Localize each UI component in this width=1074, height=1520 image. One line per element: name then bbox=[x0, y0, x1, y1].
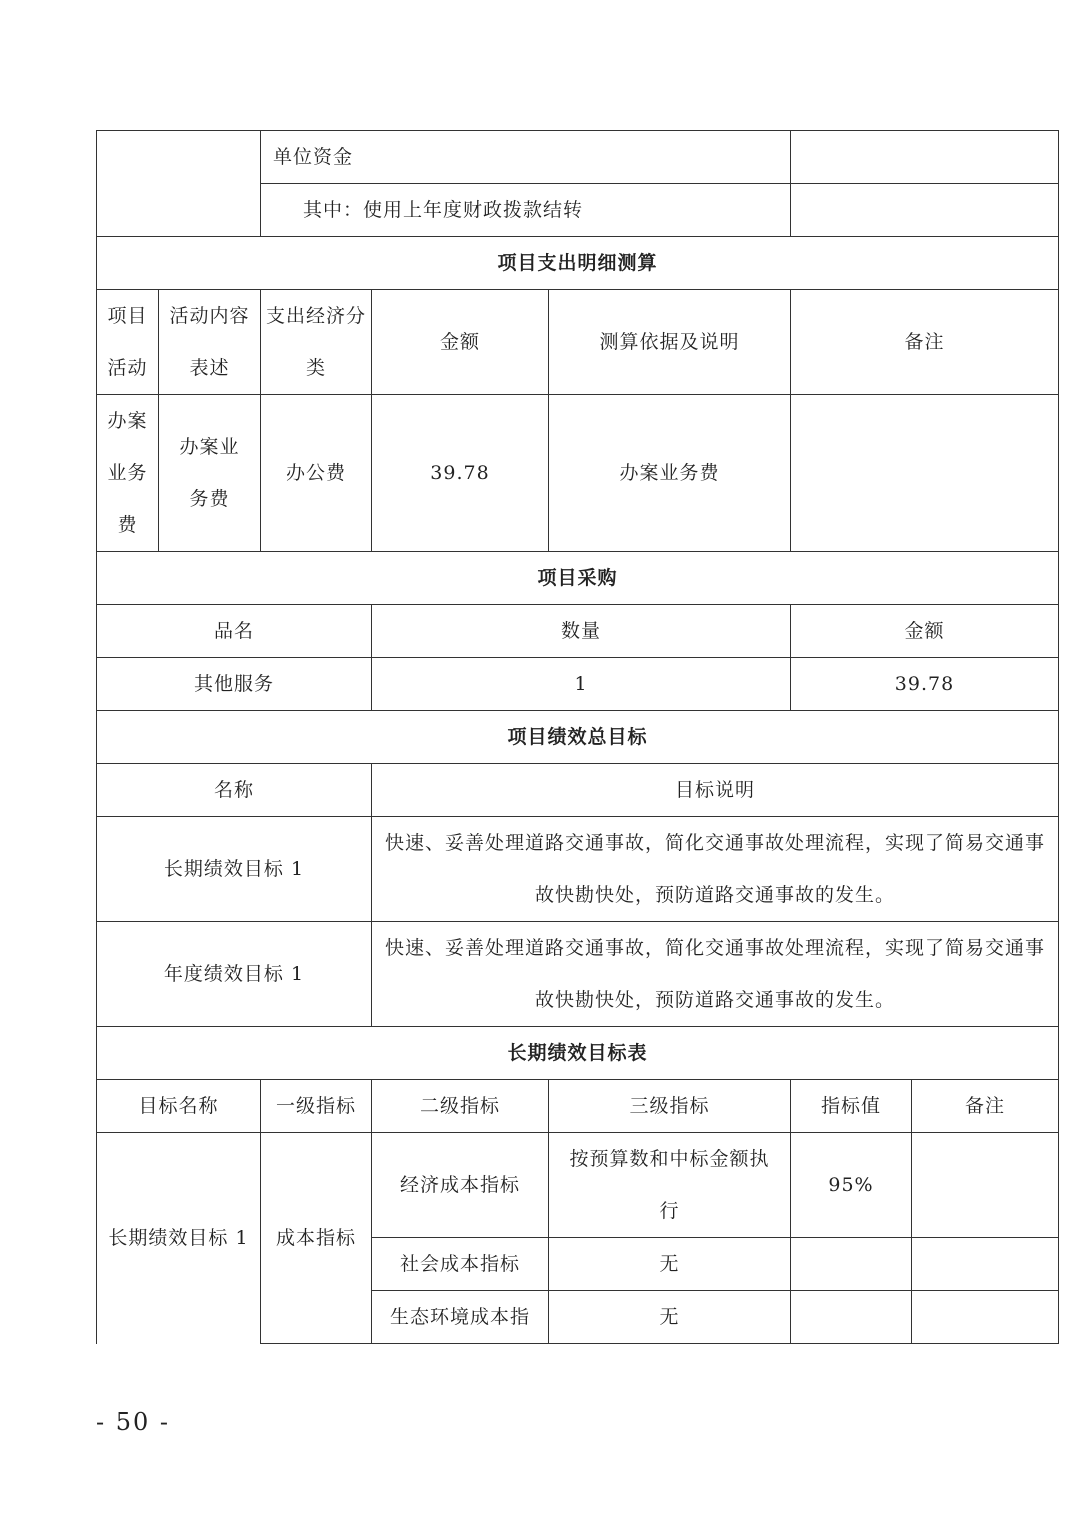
proc-row-name: 其他服务 bbox=[97, 658, 372, 711]
lt-value-1: 95% bbox=[791, 1133, 912, 1238]
lt-value-2 bbox=[791, 1238, 912, 1291]
row-basis: 办案业务费 bbox=[549, 395, 791, 552]
lt-level2-2: 社会成本指标 bbox=[372, 1238, 549, 1291]
carryover-value bbox=[791, 184, 1059, 237]
row-econ-class: 办公费 bbox=[261, 395, 372, 552]
header-econ-class: 支出经济分类 bbox=[261, 290, 372, 395]
lt-header-level1: 一级指标 bbox=[261, 1080, 372, 1133]
lt-level3-1: 按预算数和中标金额执行 bbox=[549, 1133, 791, 1238]
lt-header-value: 指标值 bbox=[791, 1080, 912, 1133]
procurement-title: 项目采购 bbox=[97, 552, 1059, 605]
goal-name-1: 长期绩效目标 1 bbox=[97, 817, 372, 922]
row-activity: 办案业务费 bbox=[97, 395, 159, 552]
lt-header-goal-name: 目标名称 bbox=[97, 1080, 261, 1133]
header-remark: 备注 bbox=[791, 290, 1059, 395]
row-content: 办案业务费 bbox=[159, 395, 261, 552]
blank-cell bbox=[97, 131, 261, 237]
unit-fund-value bbox=[791, 131, 1059, 184]
carryover-label: 其中：使用上年度财政拨款结转 bbox=[261, 184, 791, 237]
lt-goal-name: 长期绩效目标 1 bbox=[97, 1133, 261, 1344]
goal-desc-2: 快速、妥善处理道路交通事故，简化交通事故处理流程，实现了简易交通事故快勘快处，预防道路交通事故的发生。 bbox=[372, 922, 1059, 1027]
lt-value-3 bbox=[791, 1291, 912, 1344]
header-amount: 金额 bbox=[372, 290, 549, 395]
lt-level3-2: 无 bbox=[549, 1238, 791, 1291]
goals-header-name: 名称 bbox=[97, 764, 372, 817]
header-content: 活动内容表述 bbox=[159, 290, 261, 395]
proc-row-quantity: 1 bbox=[372, 658, 791, 711]
proc-header-amount: 金额 bbox=[791, 605, 1059, 658]
proc-header-name: 品名 bbox=[97, 605, 372, 658]
proc-header-quantity: 数量 bbox=[372, 605, 791, 658]
lt-header-level2: 二级指标 bbox=[372, 1080, 549, 1133]
goal-desc-1: 快速、妥善处理道路交通事故，简化交通事故处理流程，实现了简易交通事故快勘快处，预防道路交通事故的发生。 bbox=[372, 817, 1059, 922]
page-number: - 50 - bbox=[96, 1408, 171, 1436]
overall-goals-title: 项目绩效总目标 bbox=[97, 711, 1059, 764]
unit-fund-label: 单位资金 bbox=[261, 131, 791, 184]
row-remark bbox=[791, 395, 1059, 552]
lt-level2-1: 经济成本指标 bbox=[372, 1133, 549, 1238]
lt-remark-1 bbox=[912, 1133, 1059, 1238]
header-activity: 项目活动 bbox=[97, 290, 159, 395]
proc-row-amount: 39.78 bbox=[791, 658, 1059, 711]
goals-header-desc: 目标说明 bbox=[372, 764, 1059, 817]
long-term-title: 长期绩效目标表 bbox=[97, 1027, 1059, 1080]
goal-name-2: 年度绩效目标 1 bbox=[97, 922, 372, 1027]
lt-remark-2 bbox=[912, 1238, 1059, 1291]
lt-remark-3 bbox=[912, 1291, 1059, 1344]
lt-header-level3: 三级指标 bbox=[549, 1080, 791, 1133]
lt-header-remark: 备注 bbox=[912, 1080, 1059, 1133]
header-basis: 测算依据及说明 bbox=[549, 290, 791, 395]
budget-table bbox=[96, 130, 1059, 1344]
lt-level2-3: 生态环境成本指 bbox=[372, 1291, 549, 1344]
lt-level1: 成本指标 bbox=[261, 1133, 372, 1344]
lt-level3-3: 无 bbox=[549, 1291, 791, 1344]
row-amount: 39.78 bbox=[372, 395, 549, 552]
expense-detail-title: 项目支出明细测算 bbox=[97, 237, 1059, 290]
